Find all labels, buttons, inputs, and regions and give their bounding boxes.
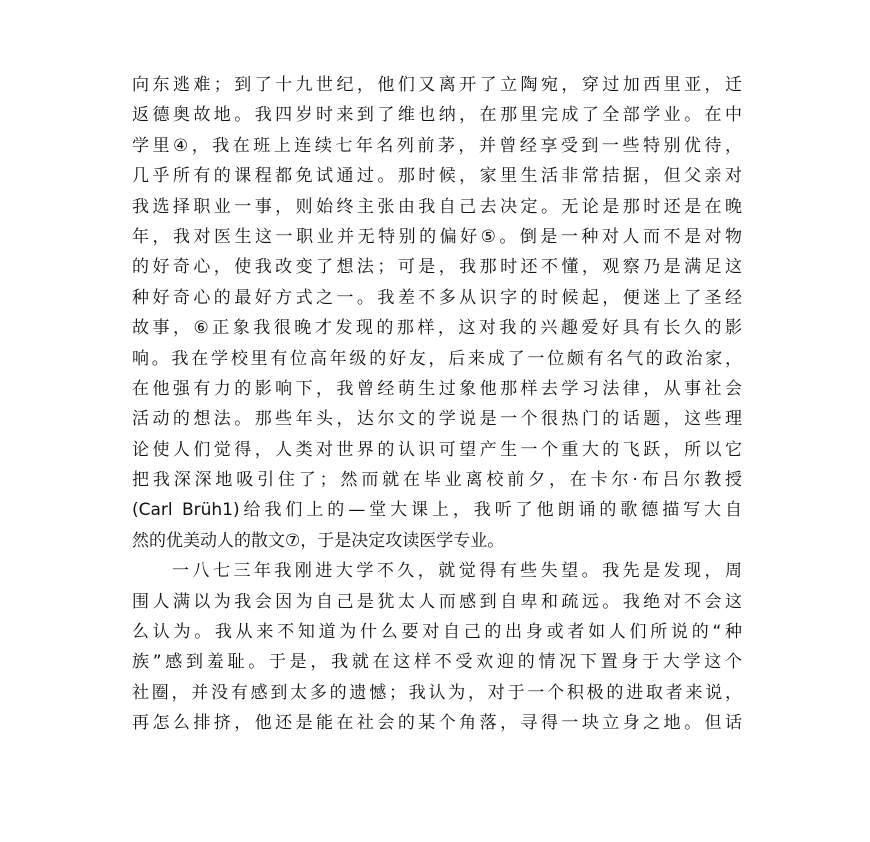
text-line: 活动的想法。那些年头，达尔文的学说是一个很热门的话题，这些理: [132, 409, 742, 430]
text-line: 种好奇心的最好方式之一。我差不多从识字的时候起，便迷上了圣经: [132, 287, 742, 308]
text-line: 把我深深地吸引住了；然而就在毕业离校前夕，在卡尔·布吕尔教授: [132, 470, 742, 491]
text-line: 在他强有力的影响下，我曾经萌生过象他那样去学习法律，从事社会: [132, 378, 742, 399]
text-line: 么认为。我从来不知道为什么要对自己的出身或者如人们所说的“种: [132, 622, 742, 643]
text-line: 再怎么排挤，他还是能在社会的某个角落，寻得一块立身之地。但话: [132, 713, 742, 734]
text-line: 响。我在学校里有位高年级的好友，后来成了一位颇有名气的政治家，: [132, 348, 742, 369]
text-line: 的好奇心，使我改变了想法；可是，我那时还不懂，观察乃是满足这: [132, 257, 742, 278]
body-text: [132, 70, 742, 739]
text-line: 返德奥故地。我四岁时来到了维也纳，在那里完成了全部学业。在中: [132, 105, 742, 126]
text-line: 我选择职业一事，则始终主张由我自己去决定。无论是那时还是在晚: [132, 196, 742, 217]
paragraph-end-line: 然的优美动人的散文⑦，于是决定攻读医学专业。: [132, 530, 505, 551]
text-line: 年，我对医生这一职业并无特别的偏好⑤。倒是一种对人而不是对物: [132, 226, 742, 247]
paragraph-start-line: 一八七三年我刚进大学不久，就觉得有些失望。我先是发现，周: [172, 561, 742, 582]
text-line: 围人满以为我会因为自己是犹太人而感到自卑和疏远。我绝对不会这: [132, 591, 742, 612]
text-line: 社圈，并没有感到太多的遗憾；我认为，对于一个积极的进取者来说，: [132, 682, 742, 703]
text-line: 论使人们觉得，人类对世界的认识可望产生一个重大的飞跃，所以它: [132, 439, 742, 460]
text-line: 族”感到羞耻。于是，我就在这样不受欢迎的情况下置身于大学这个: [132, 652, 742, 673]
text-line: 故事，⑥正象我很晚才发现的那样，这对我的兴趣爱好具有长久的影: [132, 318, 742, 339]
text-line: 学里④，我在班上连续七年名列前茅，并曾经享受到一些特别优待，: [132, 135, 742, 156]
text-line: 向东逃难；到了十九世纪，他们又离开了立陶宛，穿过加西里亚，迁: [132, 75, 742, 95]
text-line: 几乎所有的课程都免试通过。那时候，家里生活非常拮据，但父亲对: [132, 166, 742, 187]
text-line: (Carl Brüh1)给我们上的—堂大课上，我听了他朗诵的歌德描写大自: [132, 500, 742, 521]
